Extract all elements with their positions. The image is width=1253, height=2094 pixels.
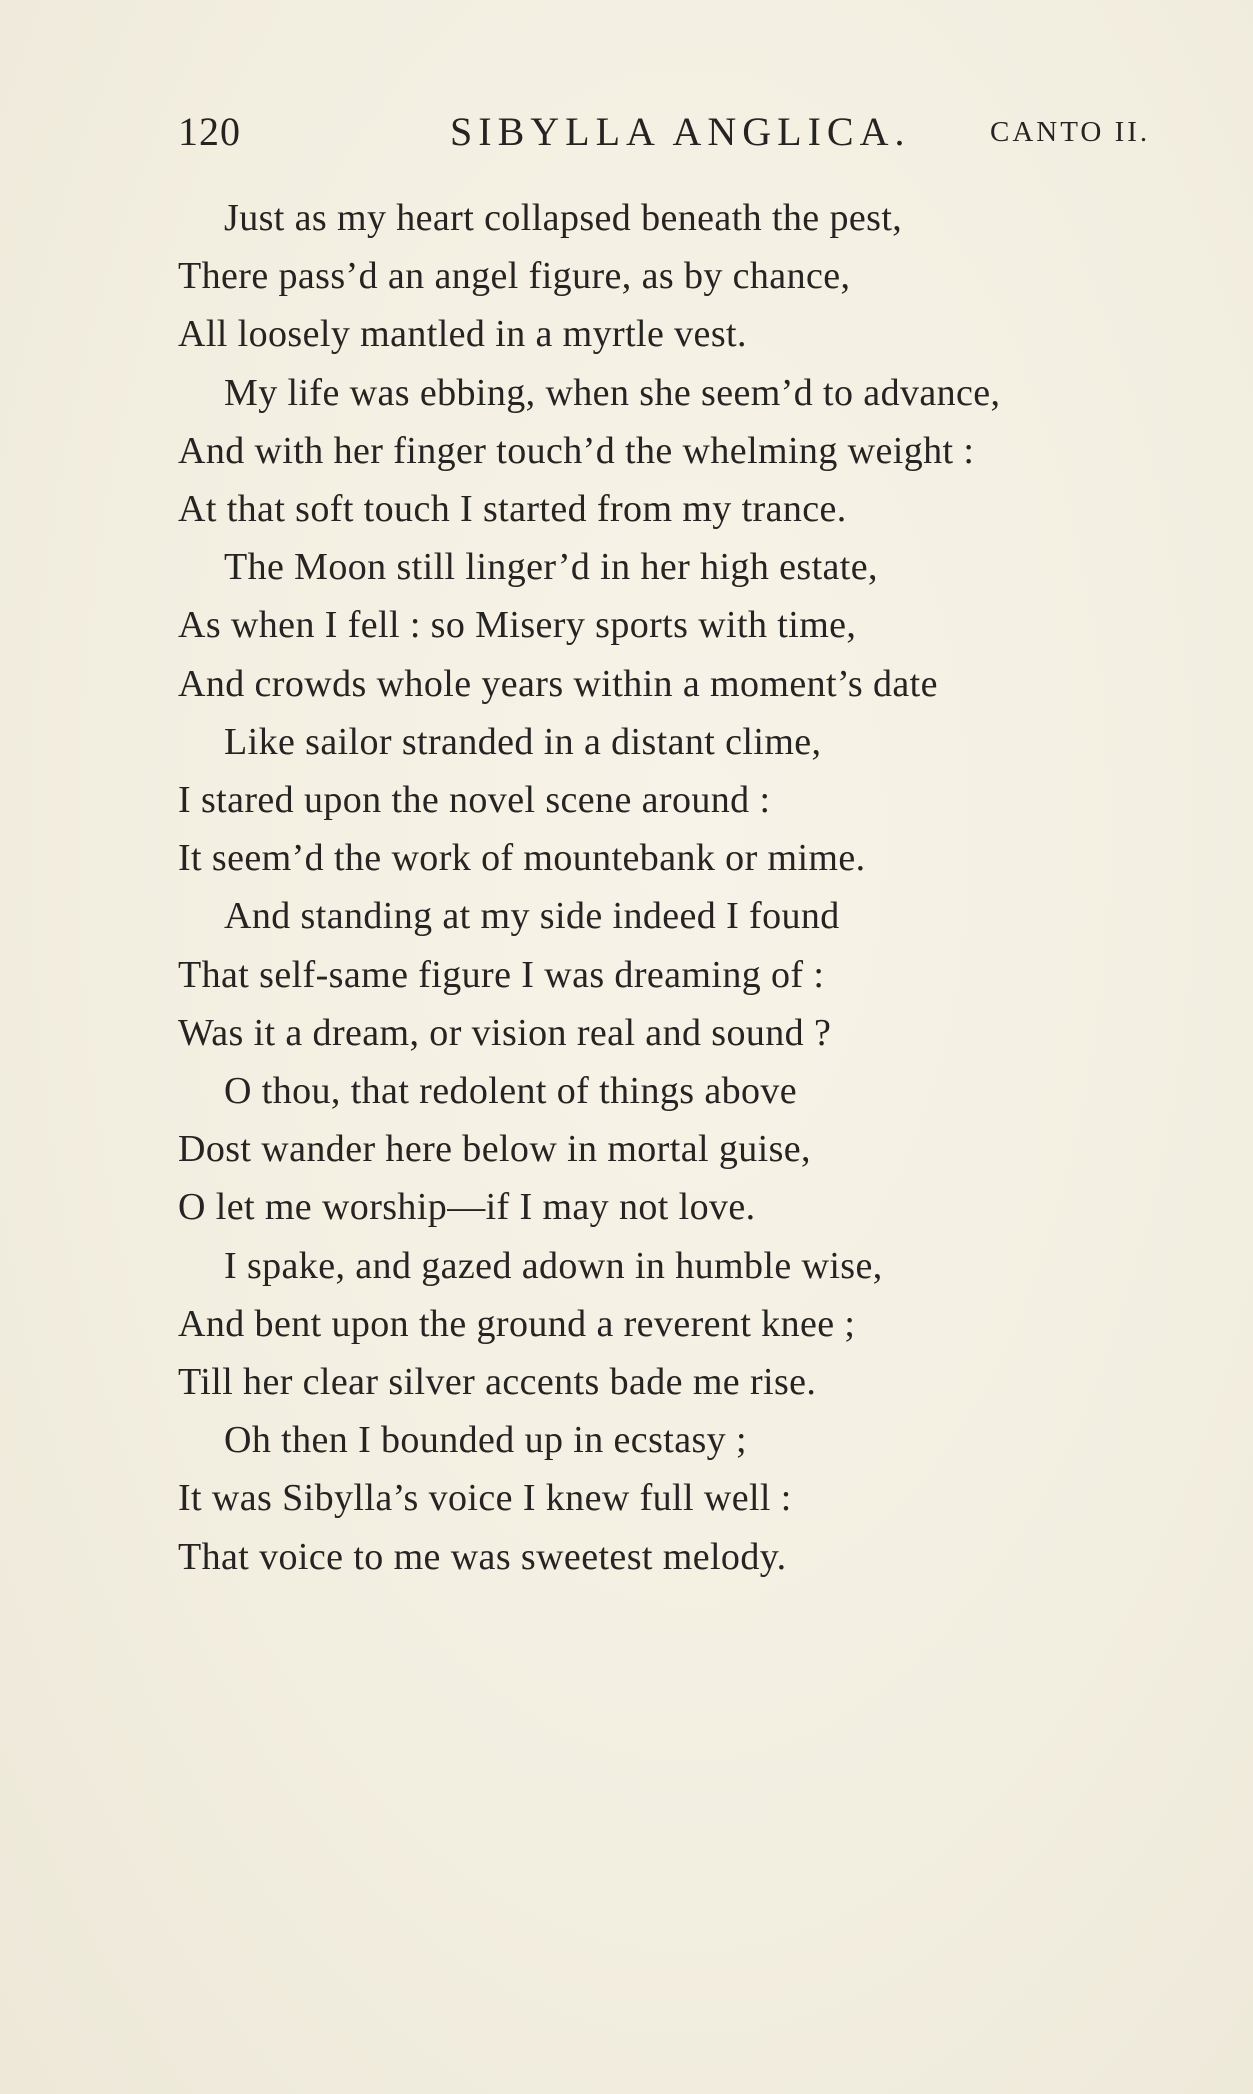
poem-line: All loosely mantled in a myrtle vest. — [178, 313, 747, 356]
poem-line: Was it a dream, or vision real and sound ? — [178, 1011, 832, 1054]
poem-line: Dost wander here below in mortal guise, — [178, 1128, 811, 1171]
poem-line: That self-same figure I was dreaming of : — [178, 953, 825, 996]
canto-label: CANTO II. — [990, 116, 1151, 148]
poem-line: And bent upon the ground a reverent knee ; — [178, 1302, 856, 1345]
page-header — [0, 108, 1253, 168]
poem-line: Just as my heart collapsed beneath the pest, — [224, 197, 903, 239]
poem-line: Oh then I bounded up in ecstasy ; — [224, 1419, 747, 1462]
poem-line: It seem’d the work of mountebank or mime. — [178, 837, 866, 880]
poem-line: I spake, and gazed adown in humble wise, — [224, 1244, 883, 1287]
poem-line: At that soft touch I started from my trance. — [178, 488, 847, 530]
poem-line: O thou, that redolent of things above — [224, 1070, 798, 1112]
poem-line: There pass’d an angel figure, as by chance, — [178, 255, 851, 298]
poem-line: It was Sibylla’s voice I knew full well : — [178, 1477, 792, 1520]
poem-line: And with her finger touch’d the whelming weight : — [178, 429, 975, 472]
running-title: SIBYLLA ANGLICA. — [450, 109, 911, 154]
poem-line: The Moon still linger’d in her high estate, — [224, 546, 878, 589]
poem-line: As when I fell : so Misery sports with time, — [178, 604, 857, 647]
poem-line: And standing at my side indeed I found — [224, 895, 840, 938]
poem-line: Till her clear silver accents bade me rise. — [178, 1361, 817, 1403]
poem-line: I stared upon the novel scene around : — [178, 779, 771, 821]
poem-line: Like sailor stranded in a distant clime, — [224, 720, 822, 763]
poem-line: My life was ebbing, when she seem’d to advance, — [224, 371, 1001, 414]
page-number: 120 — [178, 109, 241, 154]
poem-line: And crowds whole years within a moment’s date — [178, 662, 938, 705]
poem-line: O let me worship—if I may not love. — [178, 1186, 756, 1229]
poem-line: That voice to me was sweetest melody. — [178, 1535, 787, 1578]
